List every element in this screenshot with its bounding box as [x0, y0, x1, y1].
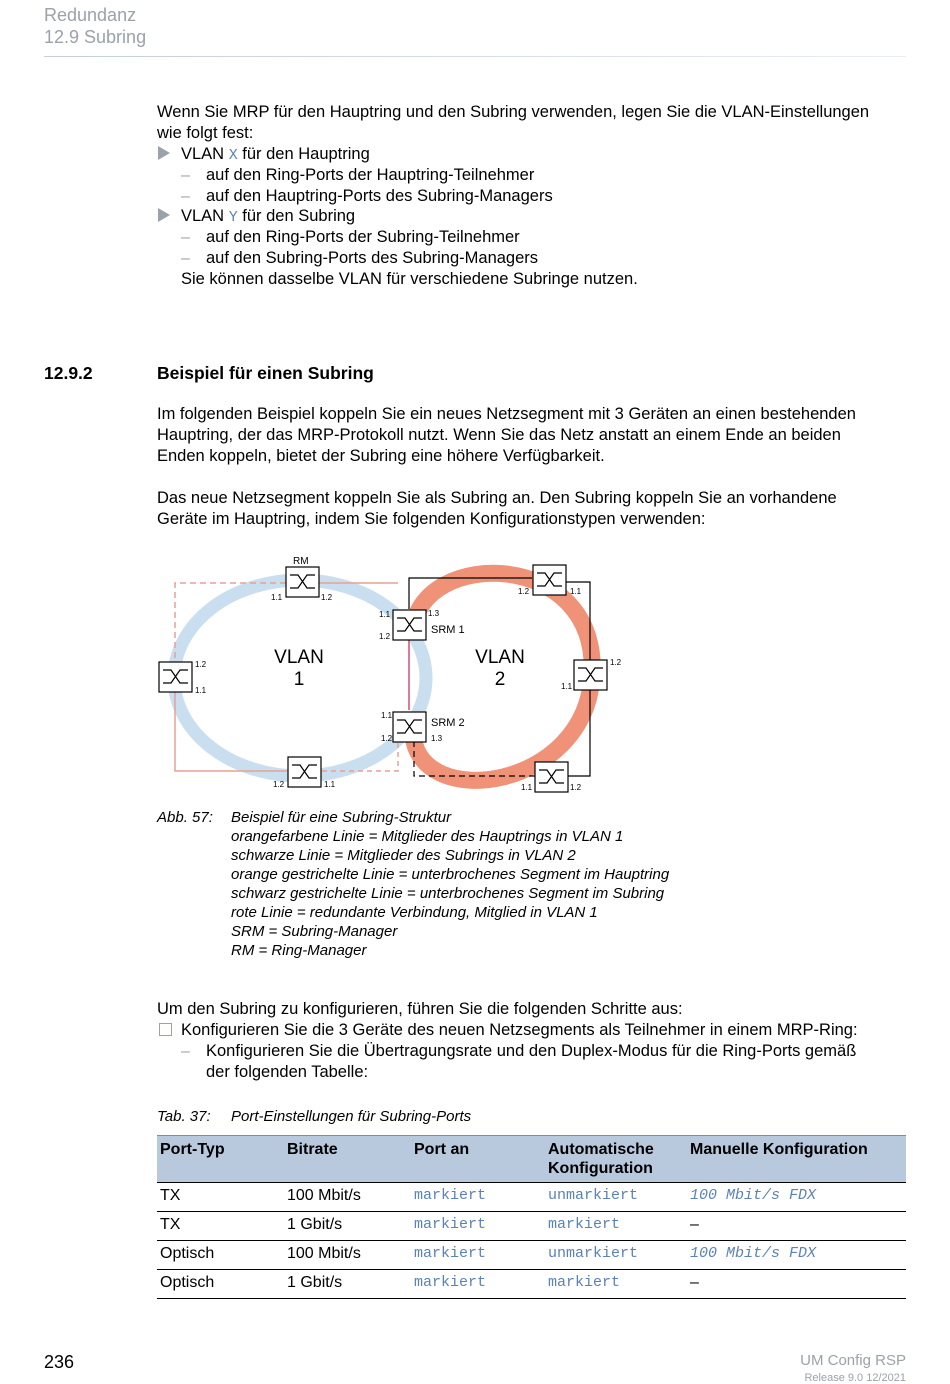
figure-caption-line: orangefarbene Linie = Mitglieder des Hauptrings in VLAN 1	[231, 828, 624, 845]
table-cell: Optisch	[157, 1241, 284, 1270]
figure-caption-line: RM = Ring-Manager	[231, 942, 367, 959]
step-1-sub-line-1: Konfigurieren Sie die Übertragungsrate und den Duplex-Modus für die Ring-Ports gemäß	[206, 1042, 857, 1060]
header-divider	[44, 56, 906, 57]
label-srm1: SRM 1	[431, 624, 465, 636]
port-label: 1.2	[381, 734, 393, 743]
label-rm: RM	[293, 556, 309, 567]
dash-icon: –	[181, 1043, 190, 1060]
steps-intro: Um den Subring zu konfigurieren, führen Sie die folgenden Schritte aus:	[157, 1000, 683, 1018]
table-label: Tab. 37:	[157, 1108, 211, 1125]
port-label: 1.2	[273, 780, 285, 789]
port-label: 1.1	[570, 587, 582, 596]
label-vlan2-num: 2	[494, 669, 506, 690]
switch-bottom-icon	[288, 757, 321, 787]
port-label: 1.1	[271, 593, 283, 602]
col-header: Bitrate	[284, 1136, 411, 1183]
figure-caption-line: rote Linie = redundante Verbindung, Mitglied in VLAN 1	[231, 904, 598, 921]
table-cell: unmarkiert	[545, 1183, 687, 1212]
bullet-x-sub-2: auf den Hauptring-Ports des Subring-Managers	[206, 187, 553, 205]
figure-caption-line: SRM = Subring-Manager	[231, 923, 398, 940]
table-cell: 100 Mbit/s	[284, 1183, 411, 1212]
page-number: 236	[44, 1352, 75, 1372]
intro-note: Sie können dasselbe VLAN für verschiedene Subringe nutzen.	[181, 270, 638, 288]
port-label: 1.3	[431, 734, 443, 743]
intro-line-1: Wenn Sie MRP für den Hauptring und den Subring verwenden, legen Sie die VLAN-Einstellungen	[157, 103, 870, 121]
label-vlan1-num: 1	[293, 669, 305, 690]
table-cell: markiert	[545, 1212, 687, 1241]
table-cell: Optisch	[157, 1270, 284, 1299]
table-cell: TX	[157, 1183, 284, 1212]
table-cell: TX	[157, 1212, 284, 1241]
figure-label: Abb. 57:	[157, 809, 213, 826]
bullet-vlan-x: VLAN X für den Hauptring	[181, 145, 370, 164]
port-label: 1.1	[381, 711, 393, 720]
port-label: 1.2	[195, 660, 207, 669]
bullet-vlan-y: VLAN Y für den Subring	[181, 207, 356, 226]
port-label: 1.3	[428, 609, 440, 618]
para2-line-2: Geräte im Hauptring, indem Sie folgenden Konfigurationstypen verwenden:	[157, 510, 706, 528]
port-label: 1.2	[610, 658, 622, 667]
switch-srm1-icon	[393, 610, 426, 640]
dash-icon: –	[181, 167, 190, 184]
section-number: 12.9.2	[44, 363, 93, 383]
port-label: 1.1	[521, 783, 533, 792]
switch-right-icon	[574, 660, 607, 690]
table-caption: Port-Einstellungen für Subring-Ports	[231, 1108, 472, 1125]
switch-left-icon	[159, 662, 192, 692]
table-row	[157, 1212, 906, 1241]
table-row	[157, 1241, 906, 1270]
label-vlan1: VLAN	[274, 647, 324, 668]
bullet-x-sub-1: auf den Ring-Ports der Hauptring-Teilnehmer	[206, 166, 535, 184]
vlan-x-code: X	[228, 147, 238, 164]
para2-line-1: Das neue Netzsegment koppeln Sie als Subring an. Den Subring koppeln Sie an vorhandene	[157, 489, 837, 507]
table-cell: markiert	[411, 1241, 545, 1270]
bullet-triangle-icon	[158, 208, 170, 222]
switch-rm-icon	[286, 567, 319, 597]
dash-icon: –	[181, 250, 190, 267]
figure-caption-line: schwarz gestrichelte Linie = unterbrochenes Segment im Subring	[231, 885, 665, 902]
table-cell: markiert	[545, 1270, 687, 1299]
table-cell: 100 Mbit/s	[284, 1241, 411, 1270]
figure-caption-line: orange gestrichelte Linie = unterbrochenes Segment im Hauptring	[231, 866, 670, 883]
col-header: Port an	[411, 1136, 545, 1183]
release-info: Release 9.0 12/2021	[804, 1372, 906, 1384]
port-label: 1.2	[570, 783, 582, 792]
table-cell: –	[687, 1212, 906, 1241]
col-header: Port-Typ	[157, 1136, 284, 1183]
vlan-y-code: Y	[228, 209, 238, 226]
switch-bottom-right-icon	[535, 762, 568, 792]
section-title: Beispiel für einen Subring	[157, 363, 374, 383]
subring-diagram	[150, 548, 620, 810]
table-row	[157, 1183, 906, 1212]
port-label: 1.2	[321, 593, 333, 602]
col-header: Automatische Konfiguration	[545, 1136, 687, 1183]
port-settings-table	[157, 1135, 906, 1299]
table-cell: markiert	[411, 1270, 545, 1299]
checkbox-icon	[159, 1023, 172, 1036]
label-vlan2: VLAN	[475, 647, 525, 668]
label-srm2: SRM 2	[431, 717, 465, 729]
para1-line-2: Hauptring, der das MRP-Protokoll nutzt. Wenn Sie das Netz anstatt an einem Ende an beiden	[157, 426, 841, 444]
port-label: 1.1	[324, 780, 336, 789]
col-header: Manuelle Konfiguration	[687, 1136, 906, 1183]
step-1: Konfigurieren Sie die 3 Geräte des neuen Netzsegments als Teilnehmer in einem MRP-Ring:	[181, 1021, 858, 1039]
doc-title: UM Config RSP	[800, 1352, 906, 1369]
figure-caption-line: schwarze Linie = Mitglieder des Subrings in VLAN 2	[231, 847, 576, 864]
table-cell: markiert	[411, 1183, 545, 1212]
port-label: 1.1	[379, 610, 391, 619]
bullet-triangle-icon	[158, 146, 170, 160]
table-header-row	[157, 1136, 906, 1183]
table-cell: –	[687, 1270, 906, 1299]
intro-line-2: wie folgt fest:	[157, 124, 254, 142]
step-1-sub-line-2: der folgenden Tabelle:	[206, 1063, 369, 1081]
table-cell: 1 Gbit/s	[284, 1212, 411, 1241]
figure-caption-line: Beispiel für eine Subring-Struktur	[231, 809, 452, 826]
switch-srm2-icon	[393, 712, 426, 742]
table-cell: 1 Gbit/s	[284, 1270, 411, 1299]
dash-icon: –	[181, 229, 190, 246]
bullet-y-sub-2: auf den Subring-Ports des Subring-Managers	[206, 249, 539, 267]
para1-line-1: Im folgenden Beispiel koppeln Sie ein neues Netzsegment mit 3 Geräten an einen bestehenden	[157, 405, 856, 423]
port-label: 1.2	[518, 587, 530, 596]
port-label: 1.1	[561, 682, 573, 691]
port-label: 1.1	[195, 686, 207, 695]
table-cell: unmarkiert	[545, 1241, 687, 1270]
header-chapter: Redundanz	[44, 5, 137, 25]
port-label: 1.2	[379, 632, 391, 641]
dash-icon: –	[181, 188, 190, 205]
switch-top-right-icon	[533, 565, 566, 595]
para1-line-3: Enden koppeln, bietet der Subring eine höhere Verfügbarkeit.	[157, 447, 605, 465]
table-cell: 100 Mbit/s FDX	[687, 1241, 906, 1270]
header-section: 12.9 Subring	[44, 27, 147, 47]
table-cell: 100 Mbit/s FDX	[687, 1183, 906, 1212]
bullet-y-sub-1: auf den Ring-Ports der Subring-Teilnehmer	[206, 228, 520, 246]
table-row	[157, 1270, 906, 1299]
table-cell: markiert	[411, 1212, 545, 1241]
